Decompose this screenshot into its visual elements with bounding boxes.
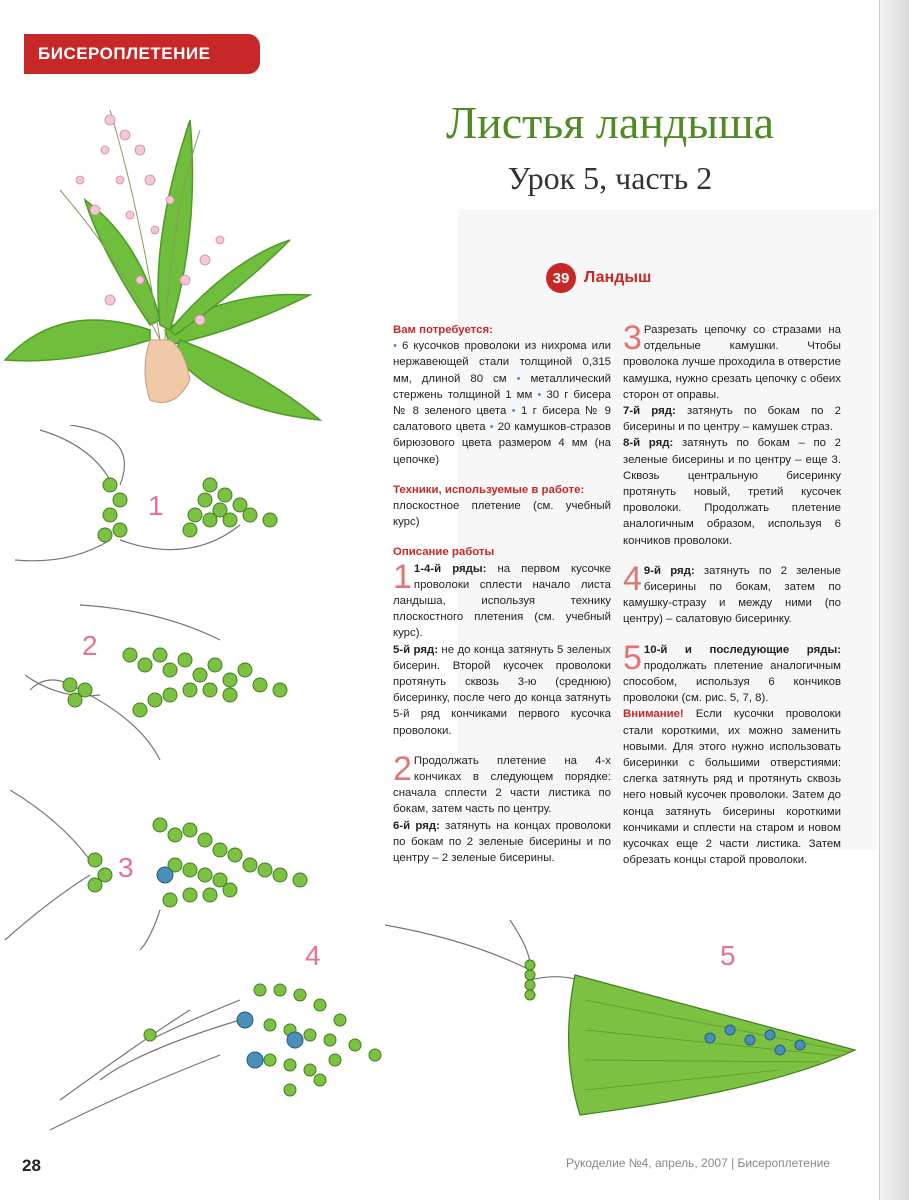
row-7-text: 7-й ряд: затянуть по бокам по 2 бисерины и по центру – камушек страз. bbox=[623, 405, 841, 434]
page-subtitle: Урок 5, часть 2 bbox=[507, 160, 713, 196]
page-edge bbox=[879, 0, 909, 1200]
figure-2-number: 2 bbox=[82, 630, 98, 661]
figure-5-number: 5 bbox=[720, 940, 736, 971]
figure-4-number: 4 bbox=[305, 940, 321, 971]
footer-publication-info: Рукоделие №4, апрель, 2007 | Бисероплетение bbox=[566, 1156, 830, 1170]
step-5-text: 5 10-й и последующие ряды: продолжать плетение аналогичным способом, используя 6 кончиков проволоки (см. рис. 5, 7, 8). bbox=[623, 638, 841, 705]
warning-text: Внимание! Если кусочки проволоки стали короткими, их можно заменить новыми. Для этого нужно использовать бисеринки с большими отверстиями: слегка затянуть ряд и протянуть сквозь него новый кусочек проволоки. Затем до конца затянуть бисерины короткими кончиками и сплести на старом и новом кусочках еще 2 части листика. Затем обрезать концы старой проволоки. bbox=[623, 708, 842, 867]
row-5-text: 5-й ряд: не до конца затянуть 5 зеленых бисерин. Второй кусочек проволоки протянуть сквозь 3-ю (среднюю) бисеринку, после чего до конца затянуть 5-й ряд кончиками первого кусочка проволоки. bbox=[393, 643, 611, 737]
techniques-text: плоскостное плетение (см. учебный курс) bbox=[393, 500, 611, 529]
figure-3-number: 3 bbox=[118, 852, 134, 883]
section-tab: БИСЕРОПЛЕТЕНИЕ bbox=[24, 34, 260, 74]
figure-4-scheme bbox=[40, 950, 400, 1140]
row-8-text: 8-й ряд: затянуть по бокам – по 2 зеленые бисерины и по центру – еще 3. Сквозь центральную бисеринку протянуть новый, третий кусочек проволоки. Продолжать плетение аналогичным образом, используя 6 кончиков проволоки. bbox=[623, 437, 842, 547]
lily-of-the-valley-photo bbox=[0, 90, 330, 430]
step-3-text: 3 Разрезать цепочку со стразами на отдельные камушки. Чтобы проволока лучше проходила в отверстие камушка, нужно срезать цепочку с обеих сторон от оправы. bbox=[623, 319, 841, 401]
description-heading: Описание работы bbox=[393, 546, 495, 559]
figure-5-scheme bbox=[380, 920, 880, 1130]
project-number: 39 bbox=[546, 263, 576, 293]
step-4-text: 4 9-й ряд: затянуть по 2 зеленые бисерины по бокам, затем по камушку-стразу и между ними (по центру) – салатовую бисеринку. bbox=[623, 559, 841, 626]
step-1-text: 1 1-4-й ряды: на первом кусочке проволоки сплести начало листа ландыша, используя технику плоскостного плетения (см. учебный курс). bbox=[393, 557, 611, 640]
figure-3-scheme bbox=[0, 780, 360, 950]
figure-1-number: 1 bbox=[148, 490, 164, 521]
step-2-text: 2 Продолжать плетение на 4-х кончиках в следующем порядке: сначала сплести 2 части листика по бокам, затем часть по центру. bbox=[393, 749, 611, 816]
figure-2-scheme bbox=[20, 600, 340, 770]
text-column-left bbox=[393, 322, 611, 866]
row-6-text: 6-й ряд: затянуть на концах проволоки по бокам по 2 зеленые бисерины и по центру – 2 зеленые бисерины. bbox=[393, 819, 611, 865]
materials-text: • 6 кусочков проволоки из нихрома или нержавеющей стали толщиной 0,315 мм, длиной 80 см • металлический стержень толщиной 1 мм • 30 г бисера № 8 зеленого цвета • 1 г бисера № 9 салатового цвета • 20 камушков-стразов бирюзового цвета размером 4 мм (на цепочке) bbox=[393, 340, 612, 466]
project-name: Ландыш bbox=[584, 269, 652, 286]
text-column-right bbox=[623, 319, 842, 869]
page-number: 28 bbox=[22, 1156, 41, 1175]
page-title: Листья ландыша bbox=[445, 97, 775, 148]
project-badge bbox=[546, 263, 651, 293]
materials-heading: Вам потребуется: bbox=[393, 324, 493, 336]
techniques-heading: Техники, используемые в работе: bbox=[393, 483, 585, 496]
